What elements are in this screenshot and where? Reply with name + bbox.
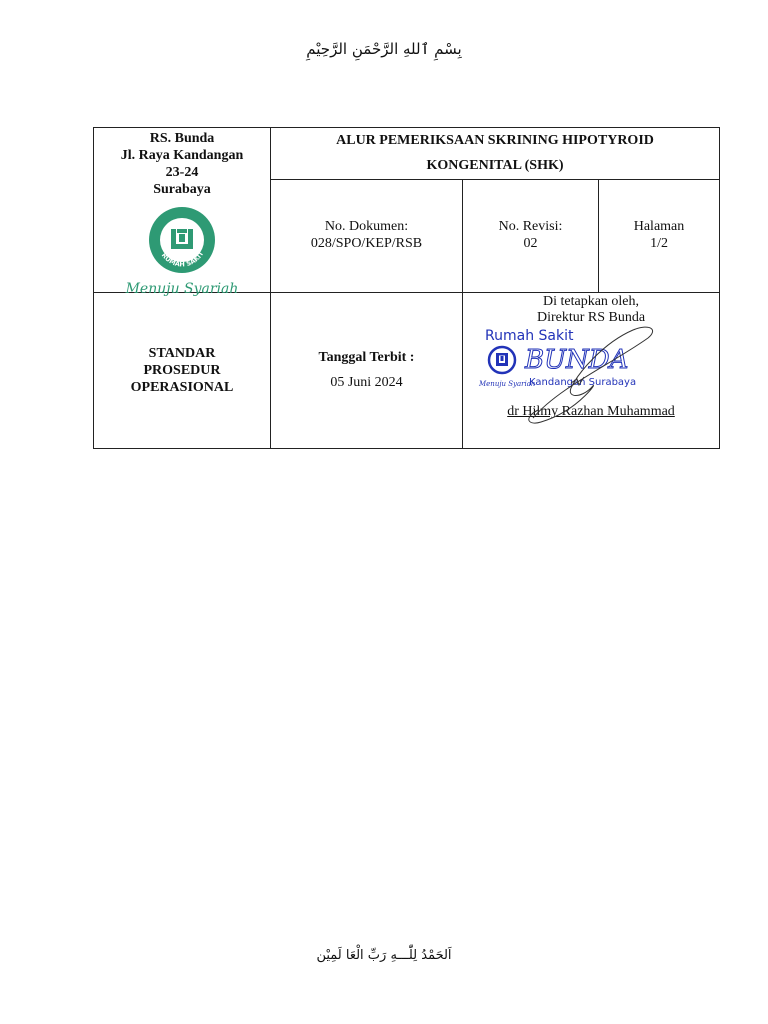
revision-cell xyxy=(463,179,599,292)
signer-name: dr Hilmy Razhan Muhammad xyxy=(507,404,675,419)
doc-number-cell xyxy=(271,179,463,292)
doc-number-value: 028/SPO/KEP/RSB xyxy=(310,235,423,251)
stamp-tagline: Menuju Syariah xyxy=(479,380,536,388)
alhamdulillah-footer: اَلحَمْدُ لِلّٰـــهِ رَبِّ الْعَا لَمِيْن xyxy=(316,948,452,963)
approval-position: Direktur RS Bunda xyxy=(536,310,646,325)
hospital-name: RS. Bunda xyxy=(149,131,215,146)
hospital-info-cell xyxy=(94,128,271,297)
hospital-city: Surabaya xyxy=(153,182,211,197)
page-label: Halaman xyxy=(633,218,685,234)
hospital-logo xyxy=(94,206,270,297)
bismillah-header: بِسْمِ ٱللهِ الرَّحْمَنِ الرَّحِيْمِ xyxy=(306,40,462,58)
approval-set-by: Di tetapkan oleh, xyxy=(542,294,640,309)
issue-date-cell xyxy=(271,293,463,449)
page-cell xyxy=(599,179,720,292)
revision-value: 02 xyxy=(523,235,538,251)
stamp-location: Kandangan Surabaya xyxy=(529,377,637,388)
doc-number-label: No. Dokumen: xyxy=(324,218,409,234)
stamp-top-text: Rumah Sakit xyxy=(485,328,574,344)
approval-cell xyxy=(463,293,720,449)
sop-label-line2: PROSEDUR xyxy=(143,363,221,378)
document-title-cell xyxy=(271,128,720,180)
stamp-brand-text: BUNDA xyxy=(525,345,629,375)
issue-date-label: Tanggal Terbit : xyxy=(318,350,415,365)
logo-tagline: Menuju Syariah xyxy=(125,281,239,297)
document-title-line2: KONGENITAL (SHK) xyxy=(426,158,564,174)
hospital-address-line2: 23-24 xyxy=(165,165,199,180)
sop-label-line1: STANDAR xyxy=(148,346,216,361)
sop-label-cell xyxy=(94,293,271,449)
sop-label-line3: OPERASIONAL xyxy=(130,380,234,395)
sop-header-table xyxy=(93,127,720,449)
issue-date-value: 05 Juni 2024 xyxy=(330,375,403,390)
hospital-logo-icon xyxy=(146,206,218,278)
hospital-stamp xyxy=(463,318,718,428)
stamp-area xyxy=(463,326,719,404)
logo-ring-text: RUMAH SAKIT xyxy=(159,249,206,269)
revision-label: No. Revisi: xyxy=(498,218,563,234)
page-value: 1/2 xyxy=(650,235,668,251)
document-title-line1: ALUR PEMERIKSAAN SKRINING HIPOTYROID xyxy=(336,133,654,149)
hospital-address-line1: Jl. Raya Kandangan xyxy=(120,148,244,163)
